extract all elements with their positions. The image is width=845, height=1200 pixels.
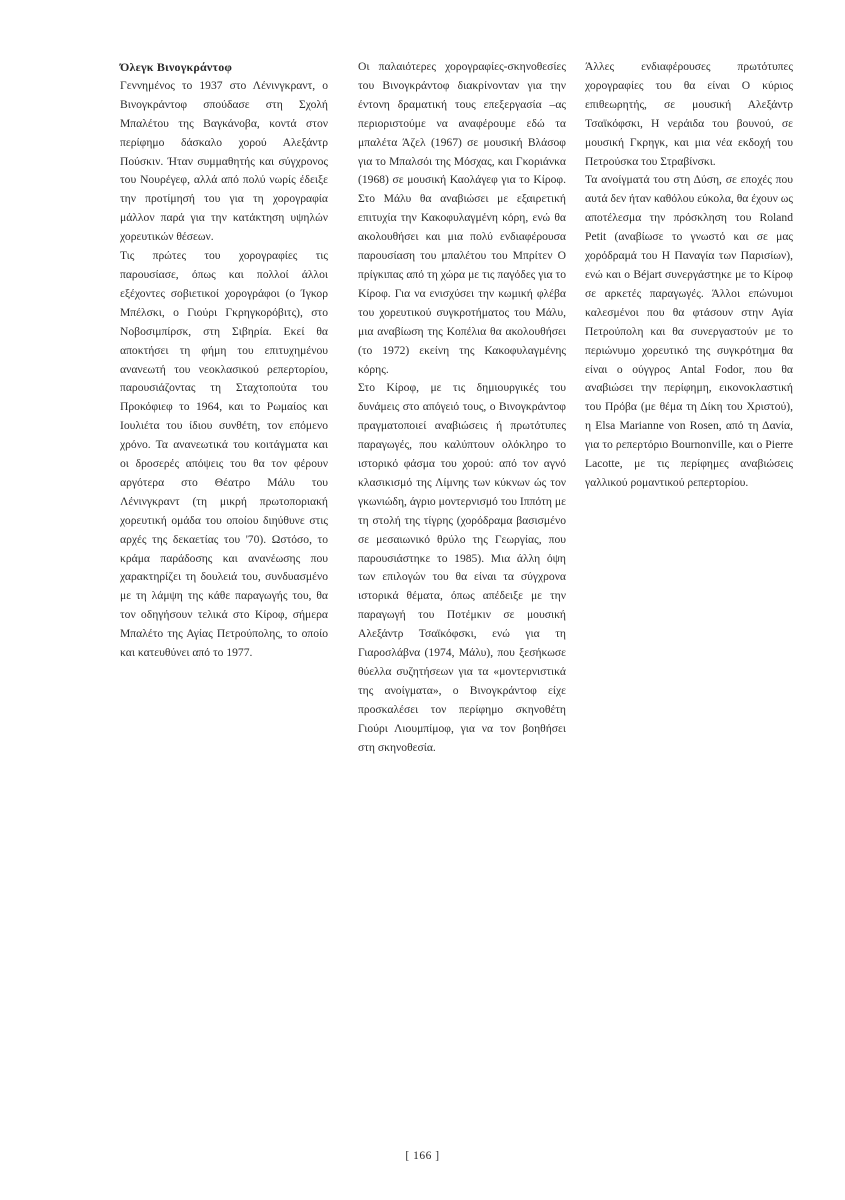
paragraph: Τις πρώτες του χορογραφίες τις παρουσίασε, όπως και πολλοί άλλοι εξέχοντες σοβιετικοί χορογράφοι (ο Ίγκορ Μπέλσκι, ο Γιούρι Γκρηγκορόβιτς), στο Νοβοσιμπίρσκ, στη Σιβηρία. Εκεί θα αποκτήσει τη φήμη του επιτυχημένου ανανεωτή του νεοκλασικού ρεπερτορίου, παρουσιάζοντας τη Σταχτοπούτα του Προκόφιεφ το 1964, και το Ρωμαίος και Ιουλιέτα του ίδιου συνθέτη, τον επόμενο χρόνο. Τα ανανεωτικά του κοιτάγματα και οι δροσερές απόψεις του θα τον φέρουν αργότερα στο Θέατρο Μάλυ του Λένινγκραντ (τη μικρή πρωτοποριακή χορευτική ομάδα του οποίου διηύθυνε στις αρχές της δεκαετίας του '70). Ωστόσο, το κράμα παράδοσης και ανανέωσης που χαρακτηρίζει τη δουλειά του, συνδυασμένο με τη λάμψη της κάθε παραγωγής του, θα τον οδηγήσουν τελικά στο Κίροφ, σήμερα Μπαλέτο της Αγίας Πετρούπολης, το οποίο και κατευθύνει από το 1977. <box>120 249 328 660</box>
text-column-3 <box>585 58 793 493</box>
text-column-2 <box>358 58 566 758</box>
paragraph: Γεννημένος το 1937 στο Λένινγκραντ, ο Βινογκράντοφ σπούδασε στη Σχολή Μπαλέτου της Βαγκάνοβα, κοντά στον περίφημο δάσκαλο χορού Αλεξάντρ Πούσκιν. Ήταν συμμαθητής και σύγχρονος του Νουρέγεφ, αλλά από πολύ νωρίς έδειξε την προτίμησή του για τη χορογραφία μάλλον παρά για την κατάκτηση υψηλών χορευτικών θέσεων. <box>120 78 328 244</box>
paragraph: Στο Κίροφ, με τις δημιουργικές του δυνάμεις στο απόγειό τους, ο Βινογκράντοφ πραγματοποιεί αναβιώσεις ή πρωτότυπες παραγωγές, που καλύπτουν ολόκληρο το ιστορικό φάσμα του χορού: από τον αγνό κλασικισμό της Λίμνης των κύκνων ώς τον γκωνιώδη, άγριο μοντερνισμό του Ιππότη με τη στολή της τίγρης (χορόδραμα βασισμένο σε μεσαιωνικό θρύλο της Γεωργίας, που παρουσιάστηκε το 1985). Μια άλλη όψη των επιλογών του θα είναι τα σύγχρονα ιστορικά θέματα, όπως απέδειξε με την παραγωγή του Ποτέμκιν σε μουσική Αλεξάντρ Τσαϊκόφσκι, ενώ για τη Γιαροσλάβνα (1974, Μάλυ), που ξεσήκωσε θύελλα συζητήσεων για τα «μοντερνιστικά της ανοίγματα», ο Βινογκράντοφ είχε προσκαλέσει τον περίφημο σκηνοθέτη Γιούρι Λιουμπίμοφ, για να τον βοηθήσει στη σκηνοθεσία. <box>358 381 566 754</box>
paragraph: Άλλες ενδιαφέρουσες πρωτότυπες χορογραφίες του θα είναι Ο κύριος επιθεωρητής, σε μουσική Αλεξάντρ Τσαϊκόφσκι, Η νεράιδα του βουνού, σε μουσική Γκρηγκ, και μια νέα εκδοχή του Πετρούσκα του Στραβίνσκι. <box>585 60 793 168</box>
paragraph: Οι παλαιότερες χορογραφίες-σκηνοθεσίες του Βινογκράντοφ διακρίνονταν για την έντονη δραματική τους επεξεργασία –ας περιοριστούμε να αναφέρουμε εδώ τα μπαλέτα Άζελ (1967) σε μουσική Βλάσοφ για το Μπαλσόι της Μόσχας, και Γκοριάνκα (1968) σε μουσική Καολάγεφ για το Κίροφ. Στο Μάλυ θα αναβιώσει με εξαιρετική επιτυχία την Κακοφυλαγμένη κόρη, ενώ θα ακολουθήσει και μια πολύ ενδιαφέρουσα παρουσίαση του μπαλέτου του Μπρίτεν Ο πρίγκιπας από τη χώρα με τις παγόδες για το Κίροφ. Για να ενισχύσει την κωμική φλέβα του χορευτικού συγκροτήματος του Μάλυ, μια αναβίωση της Κοπέλια θα ακολουθήσει (το 1972) εκείνη της Κακοφυλαγμένης κόρης. <box>358 60 566 376</box>
text-column-1 <box>120 58 328 663</box>
page-number: [ 166 ] <box>405 1150 440 1162</box>
article-heading: Όλεγκ Βινογκράντοφ <box>120 60 233 74</box>
paragraph: Τα ανοίγματά του στη Δύση, σε εποχές που αυτά δεν ήταν καθόλου εύκολα, θα έχουν ως αποτέλεσμα την πρόσκληση του Roland Petit (αναβίωσε το γνωστό και σε μας χορόδραμά του Η Παναγία των Παρισίων), ενώ και ο Béjart συνεργάστηκε με το Κίροφ σε αρκετές παραγωγές. Άλλοι επώνυμοι καλεσμένοι που θα φτάσουν στην Αγία Πετρούπολη και θα συνεργαστούν με το περιώνυμο χορευτικό της συγκρότημα θα είναι ο ούγγρος Antal Fodor, που θα αναβιώσει την περίφημη, εικονοκλαστική του Πρόβα (με θέμα τη Δίκη του Χριστού), η Elsa Marianne von Rosen, από τη Δανία, για το ρεπερτόριο Bournonville, και ο Pierre Lacotte, με τις περίφημες αναβιώσεις γαλλικού ρομαντικού ρεπερτορίου. <box>585 173 793 489</box>
